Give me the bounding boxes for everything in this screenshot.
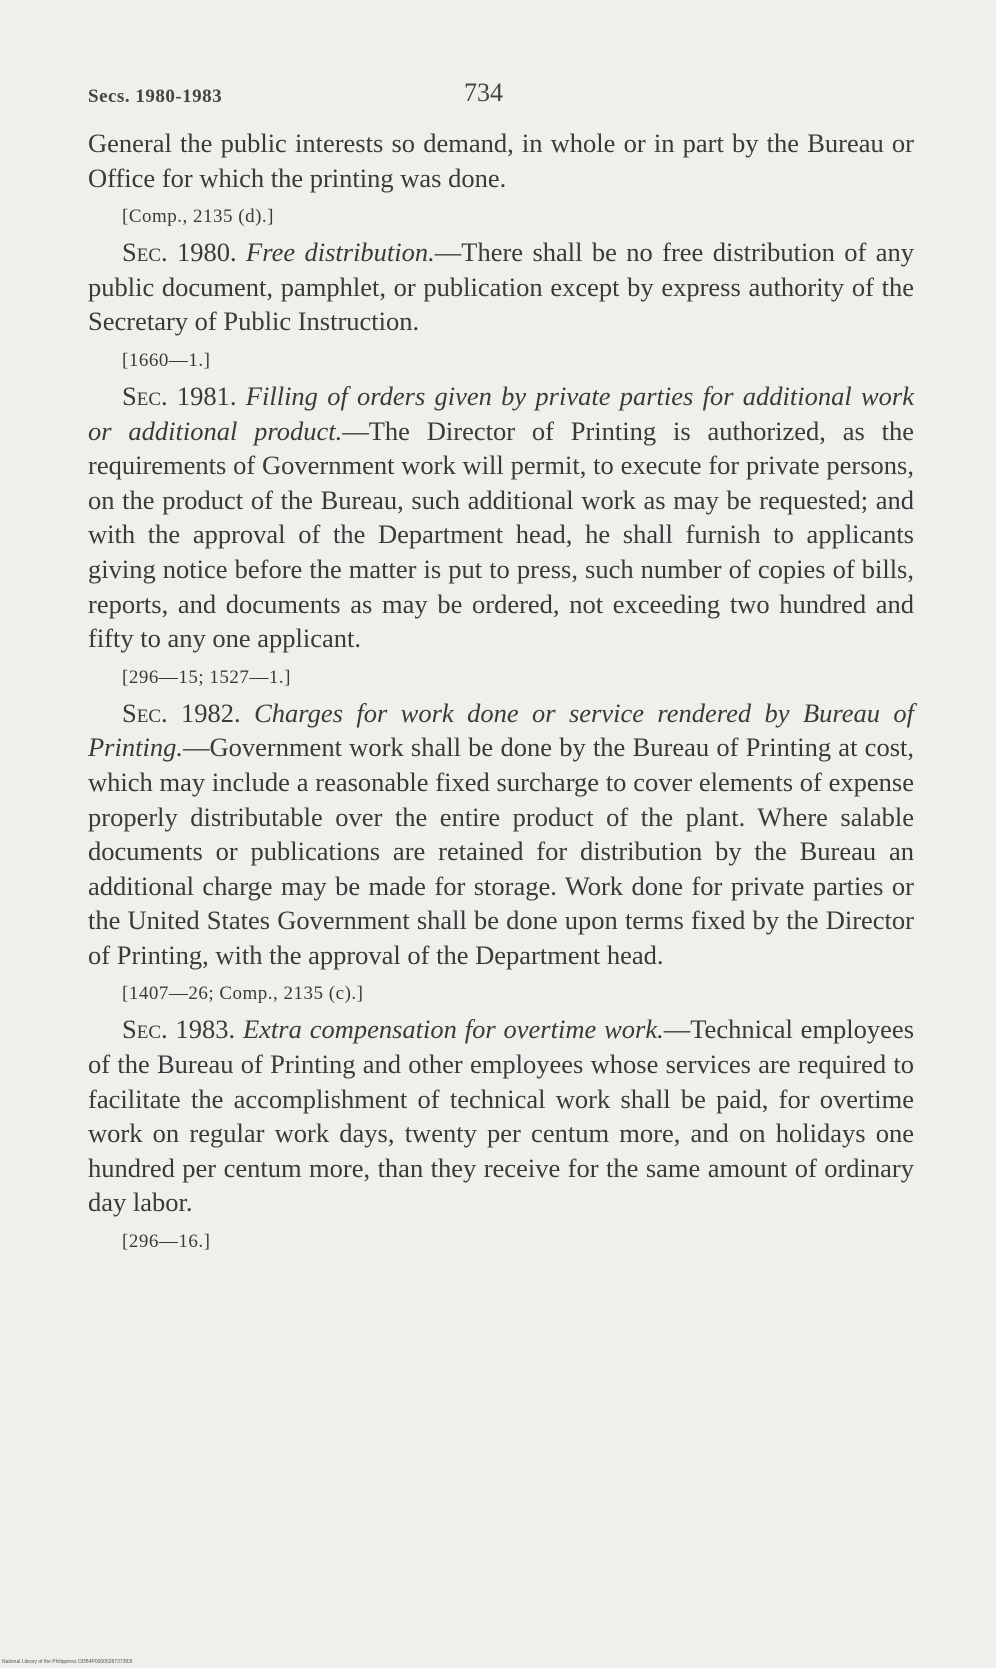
section-text: —Government work shall be done by the Bureau of Printing at cost, which may include a reasonable fixed surcharge to cover elements of expense properly distributable over the entire product of the plant. Where salable documents or publications are retained for distribution by the Bureau an additional charge may be made for storage. Work done for private parties or the United States Government shall be done upon terms fixed by the Director of Printing, with the approval of the Department head. bbox=[88, 732, 914, 970]
continuation-paragraph: General the public interests so demand, in whole or in part by the Bureau or Office for which the printing was done. bbox=[88, 128, 914, 193]
citation: [1407—26; Comp., 2135 (c).] bbox=[122, 983, 364, 1005]
section-1983 bbox=[88, 1012, 914, 1220]
citation: [1660—1.] bbox=[122, 349, 211, 371]
section-label: Sec. 1980. bbox=[122, 237, 237, 268]
section-label: Sec. 1983. bbox=[122, 1014, 236, 1045]
section-label: Sec. 1982. bbox=[122, 697, 241, 728]
citation: [296—16.] bbox=[122, 1231, 211, 1253]
section-title: Filling of orders given by private parties for additional work or additional product. bbox=[88, 380, 915, 446]
page-header bbox=[88, 78, 908, 118]
citation: [Comp., 2135 (d).] bbox=[122, 206, 275, 228]
page-body bbox=[88, 126, 914, 1260]
section-text: —Technical employees of the Bureau of Printing and other employees whose services are required to facilitate the accomplishment of technical work shall be paid, for overtime work on regular work days, twenty per centum more, and on holidays one hundred per centum more, than they receive for the same amount of ordinary day labor. bbox=[88, 1014, 915, 1218]
section-1982 bbox=[88, 696, 914, 973]
citation: [296—15; 1527—1.] bbox=[122, 666, 291, 688]
section-1981 bbox=[88, 379, 914, 656]
section-title: Extra compensation for overtime work. bbox=[242, 1014, 664, 1045]
section-text: —There shall be no free distribution of any public document, pamphlet, or publication except by express authority of the Secretary of Public Instruction. bbox=[88, 237, 914, 337]
scan-footer: National Library of the Philippines ODB4P0000528737383I bbox=[2, 1659, 133, 1665]
section-text: —The Director of Printing is authorized, as the requirements of Government work will permit, to execute for private persons, on the product of the Bureau, such additional work as may be requested; and with the approval of the Department head, he shall furnish to applicants giving notice before the matter is put to press, such number of copies of bills, reports, and documents as may be ordered, not exceeding two hundred and fifty to any one applicant. bbox=[88, 415, 915, 654]
section-1980 bbox=[88, 235, 914, 339]
section-title: Charges for work done or service rendered by Bureau of Printing. bbox=[88, 697, 915, 763]
page-number: 734 bbox=[464, 78, 503, 107]
section-title: Free distribution. bbox=[246, 237, 435, 268]
section-range: Secs. 1980-1983 bbox=[88, 86, 223, 107]
section-label: Sec. 1981. bbox=[122, 380, 237, 411]
